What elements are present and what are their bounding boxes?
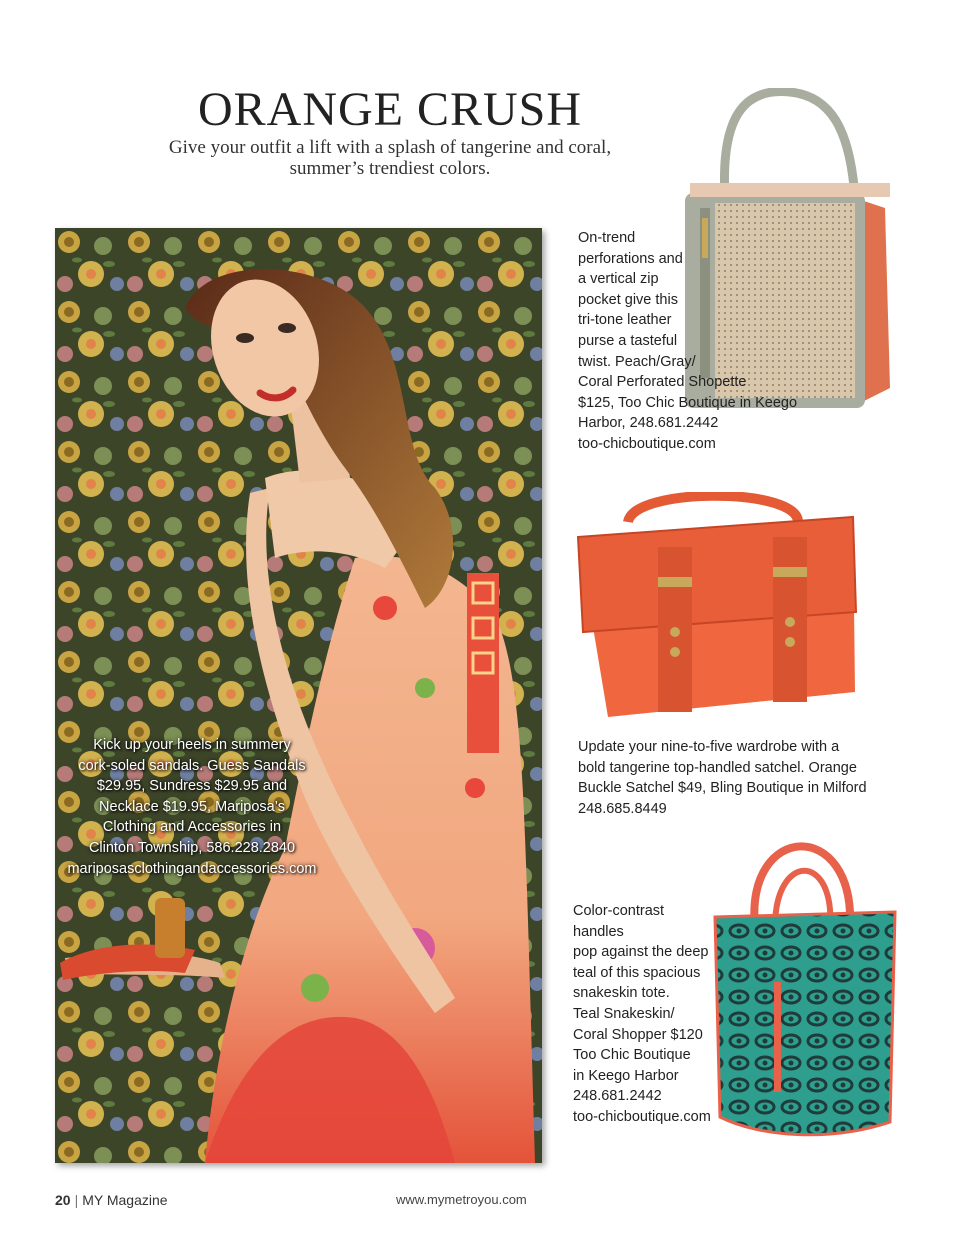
caption-line: 248.681.2442 [573,1088,662,1105]
caption-line: purse a tasteful [578,332,678,349]
caption-line: in Keego Harbor [573,1067,679,1084]
photo-caption [62,735,322,879]
caption-line: $125, Too Chic Boutique in Keego [578,394,798,411]
page-number: 20 [55,1192,71,1208]
caption-line: cork-soled sandals. Guess Sandals [78,757,306,774]
model-photo [55,228,542,1163]
subtitle-line: summer’s trendiest colors. [289,158,491,179]
product-caption-satchel [578,737,888,819]
caption-line: teal of this spacious [573,964,701,981]
footer-separator: | [74,1192,79,1208]
model-photo-illustration [55,228,542,1163]
page-title: ORANGE CRUSH [197,83,583,136]
page-footer [55,1192,168,1208]
caption-line: too-chicboutique.com [573,1108,711,1125]
caption-line: too-chicboutique.com [578,435,716,452]
caption-line: snakeskin tote. [573,985,670,1002]
caption-line: 248.685.8449 [578,800,667,817]
caption-line: $29.95, Sundress $29.95 and [96,778,288,795]
caption-line: Coral Perforated Shopette [578,374,747,391]
subtitle-line: Give your outfit a lift with a splash of tangerine and coral, [168,137,612,158]
caption-line: tri-tone leather [578,312,672,329]
caption-line: Coral Shopper $120 [573,1026,703,1043]
caption-line: pocket give this [578,291,678,308]
page-subtitle [150,137,630,179]
caption-line: Color-contrast handles [573,903,665,940]
caption-line: Necklace $19.95, Mariposa’s [99,798,285,815]
magazine-name: MY Magazine [82,1192,168,1208]
caption-line: Teal Snakeskin/ [573,1005,675,1022]
caption-line: bold tangerine top-handled satchel. Orange [578,759,857,776]
caption-line: Update your nine-to-five wardrobe with a [578,739,840,755]
caption-line: Kick up your heels in summery [93,737,291,753]
caption-line: Harbor, 248.681.2442 [578,415,719,432]
caption-line: On-trend [578,230,636,246]
product-caption-shopette [578,228,818,455]
caption-line: perforations and [578,250,683,267]
caption-line: twist. Peach/Gray/ [578,353,696,370]
caption-line: mariposasclothingandaccessories.com [67,860,317,877]
caption-line: pop against the deep [573,944,709,961]
caption-line: Clinton Township, 586.228.2840 [88,839,296,856]
caption-line: a vertical zip [578,271,659,288]
satchel-bag-image [573,492,863,722]
caption-line: Buckle Satchel $49, Bling Boutique in Milford [578,780,867,797]
footer-url[interactable]: www.mymetroyou.com [396,1192,527,1207]
snakeskin-tote-image [700,832,900,1137]
caption-line: Too Chic Boutique [573,1047,691,1064]
product-caption-tote [573,901,718,1128]
caption-line: Clothing and Accessories in [102,819,282,836]
